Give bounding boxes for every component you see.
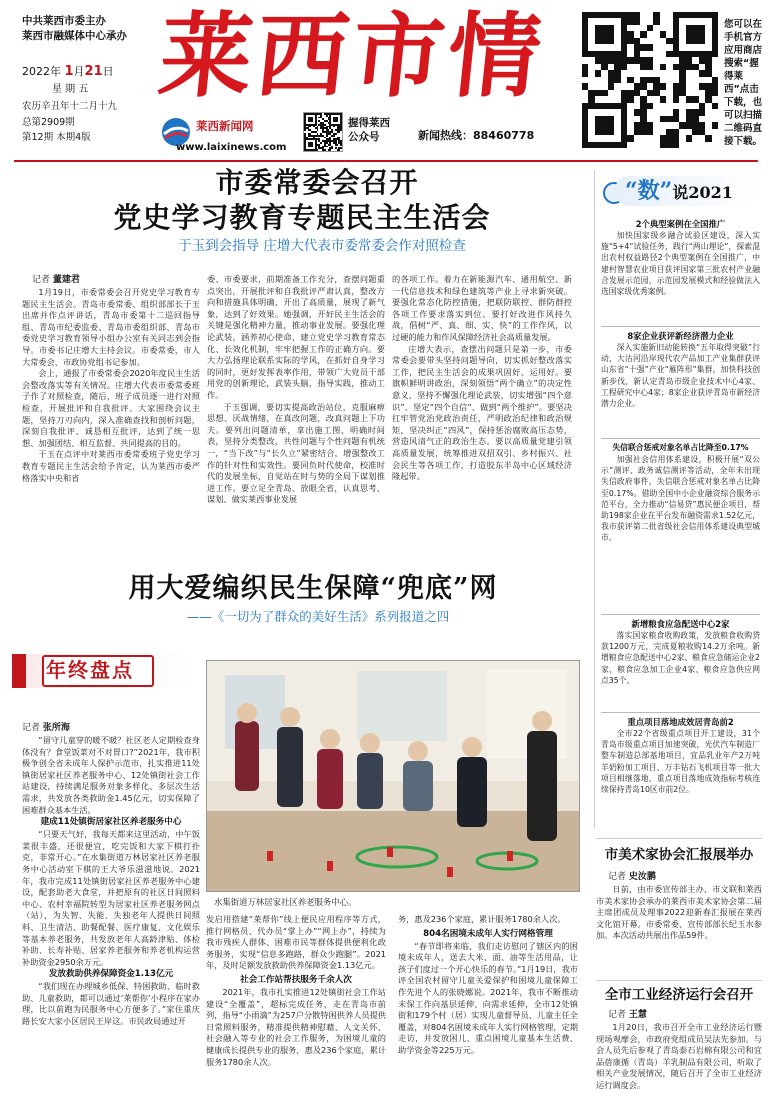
- paragraph: “春节即将来临，我们走访慰问了辖区内的困境未成年人，送去大米、面、油等生活用品，让孩子们度过一个开心快乐的春节。”1月19日，我市评全国农村留守儿童关爱保护和困境儿童保障工作先进个人的张晓娜说。2021年，我市不断推动未保工作向基层延伸、向需求延伸，全市12处镇街和179个村（居）实现儿童督导员、儿童主任全覆盖，对804名困境未成年人实行网格管理，定期走访，并发放困儿、重点困境儿童基本生活费、助学资金等225万元。: [398, 940, 578, 1055]
- wechat-qr-code: [303, 112, 343, 152]
- sidebar-item-text: 全市22个省级重点项目开工建设，31个青岛市级重点项目加速突破，光伏汽车制造厂整车制造总部基地项目，宜品乳业年产2万吨羊奶粉加工项目、万丰钻石飞机项目等一批大项目相继落地，重点项目落地成效指标考核连续保持青岛10区市前2位。: [601, 729, 760, 795]
- hotline-label: 新闻热线：: [418, 129, 473, 142]
- paragraph: “留守儿童穿的暖不暖？社区老人定期检查身体没有？食堂饭菜对不对胃口?”2021年，我市积极争创全省未成年人保护示范市，扎实推进11处镇街居家社区养老服务中心、12处镇街社会工作站建设，持续满足服务对象多样化、多层次生活需求，共发放各类救助金1.45亿元，切实保障了困难群众基本生活。: [22, 735, 200, 815]
- issue-line: 第12期 本期4版: [22, 132, 91, 143]
- article1-byline: 记者 董建君: [32, 275, 80, 285]
- paragraph: 务，惠及236个家庭，累计服务1780余人次。: [398, 914, 566, 924]
- sidebar-item-title: 2个典型案例在全国推广: [635, 219, 726, 229]
- paragraph: 会上，通报了市委常委会2020年度民主生活会整改落实等有关情况。庄增大代表市委常委班子作了对照检查，随后，班子成员逐一进行对照检查，开展批评和自我批评。大家围绕会议主题，坚持刀刃向内，深入准确查找和剖析问题，深刻自我批评、诚恳相互批评，达到了统一思想、加强团结、相互监督、共同提高的目的。: [22, 368, 200, 448]
- paragraph: 1月19日，市委常委会召开党史学习教育专题民主生活会。青岛市委常委、组织部部长于玉出席并作点评讲话，青岛市委第十二巡回指导组、青岛市纪委监委、青岛市委组织部、青岛市委党史学习教育领导小组办公室有关同志到会指导。市委书记庄增大主持会议。市委常委，市人大常委会、市政协党组书记参加。: [22, 287, 200, 367]
- sidebar-header: [601, 170, 760, 218]
- article1-title-line1: 市委常委会召开: [215, 166, 419, 199]
- logo-name: 莱西新闻网: [196, 119, 254, 133]
- article2-title: 用大爱编织民生保障“兜底”网: [128, 573, 498, 604]
- paragraph: 于玉在点评中对莱西市委常委班子党史学习教育专题民主生活会给予肯定，认为莱西市委严格落实中央和省: [22, 449, 200, 483]
- paragraph: 委、市委要求，前期准备工作充分，查摆问题重点突出，开展批评和自我批评严肃认真，整改方向和措施具体明确，开出了高质量，展现了新气象，达到了好效果。她强调，开好民主生活会的关键是强化精神力量，推动事业发展。要强化理论武装，涵养初心使命，建立党史学习教育常态化、长效化机制，牢牢把握工作的正确方向。要大力弘扬理论联系实际的学风，在抓好自身学习的同时，更好发挥表率作用，带领广大党员干部用党的创新理论，武装头脑，指导实践，推动工作。: [207, 274, 385, 400]
- article4-title: 全市工业经济运行会召开: [604, 987, 754, 1003]
- paragraph: 的各项工作。着力在新能源汽车、通用航空、新一代信息技术和绿色建筑等产业上寻求新突破。要强化常态化防控措施，把联防联控、群防群控各项工作要求落实到位。要打好改进作风持久战，倡树“严、真、细、实、快”的工作作风，以过硬的能力和作风保障经济社会高质量发展。: [392, 274, 572, 342]
- paragraph: 1月20日，我市召开全市工业经济运行暨现场观摩会，市政府党组成员吴法先参加。与会人员先后参观了青岛泰石岩棉有限公司和宜品蓓康循（青岛）羊乳制品有限公司，听取了相关产业发展情况，随后召开了全市工业经济运行调度会。: [596, 1022, 762, 1090]
- masthead: [0, 0, 772, 160]
- article2-subtitle: ——《一切为了群众的美好生活》系列报道之四: [186, 609, 450, 624]
- year-end-badge: [12, 654, 192, 688]
- masthead-divider: [14, 160, 758, 162]
- article1-title-line2: 党史学习教育专题民主生活会: [113, 201, 491, 234]
- date-year: 2022: [22, 65, 50, 78]
- article3-title: 市美术家协会汇报展举办: [604, 847, 754, 863]
- sidebar-title-prefix: “数”: [625, 178, 673, 204]
- news-photo: [206, 660, 580, 892]
- sidebar-item-title: 重点项目落地成效居青岛前2: [627, 717, 734, 727]
- sidebar-item-text: 落实国家粮食收购政策，发放粮食收购贷款1200万元，完成夏粮收购14.2万余吨。新增粮食应急配送中心2家、粮食应急储运企业2家，粮食应急加工企业4家、粮食应急供应网点35个。: [601, 631, 760, 685]
- sidebar-item: [601, 218, 760, 324]
- article-industry-meeting: [596, 980, 762, 1104]
- subheading: 804名困境未成年人实行网格管理: [423, 928, 553, 939]
- issue-date: 2022年 1月21日: [22, 64, 114, 79]
- paragraph: “只要天气好，我每天都来这里活动，中午饭菜很丰盛，还很便宜，吃完饭和大家下棋打扑克，非常开心。”在水集街道万林居家社区养老服务中心活动室下棋的王大爷乐滋滋地说。2021年，我市完成11处镇街居家社区养老服务中心建设，配套助老大食堂，并把原有的社区日间照料中心、农村幸福院转型为居家社区养老服务网点（站），为失智、失能、失独老年人提供日间照料、卫生清洁、助餐配餐、医疗康复、文化娱乐等基本养老服务，共发放老年人高龄津贴、体检补助、长寿补贴、居家养老服务和养老机构运营补助资金2950余万元。: [22, 829, 200, 967]
- sidebar-item-title: 失信联合惩戒对象名单占比降至0.17%: [612, 443, 749, 452]
- author-name: 张所海: [42, 723, 70, 733]
- sidebar-item: [601, 330, 760, 436]
- article-art-exhibition: [596, 838, 762, 978]
- app-label: 握得莱西 公众号: [348, 117, 390, 143]
- photo-caption: 水集街道万林居家社区养老服务中心。: [214, 897, 357, 907]
- subheading: 建成11处镇街居家社区养老服务中心: [40, 817, 182, 828]
- subheading: 社会工作站帮扶服务千余人次: [240, 974, 352, 985]
- article-livelihood: [8, 570, 588, 1106]
- weekday: 星 期 五: [52, 84, 89, 95]
- article4-byline: 记者 王慧: [608, 1010, 647, 1020]
- author-name: 董建君: [52, 275, 80, 285]
- sidebar-item: [601, 716, 760, 834]
- date-day: 21: [84, 64, 103, 79]
- article3-byline: 记者 史汝鹏: [608, 872, 656, 882]
- total-issue: 总第2909期: [22, 116, 75, 128]
- app-download-qr-code: [582, 12, 718, 148]
- sidebar-item-title: 新增粮食应急配送中心2家: [631, 619, 730, 629]
- paragraph: 日前，由市委宣传部主办、市文联和莱西市美术家协会承办的莱西市美术家协会第二届主席团成员及理事2022迎新春汇报展在莱西文化馆开幕。市委常委、宣传部部长纪玉水参加。本次活动共展出作品59件。: [596, 884, 762, 941]
- paragraph: “我们现在办理城乡低保、特困救助、临时救助、儿童救助，都可以通过‘莱帮你’小程序在家办理，比以前跑为民服务中心方便多了。”家住重庆路长安大家小区居民王岸这。市民政局通过开: [22, 981, 200, 1027]
- date-month: 1: [64, 64, 74, 79]
- author-name: 史汝鹏: [628, 872, 656, 882]
- sidebar-item-text: 加快国家级乡融合试验区建设，深入实施“5+4”试验任务，践行“两山理论”，探索混出农村权益路径2个典型案例在全国推广，中建村智慧农业项目获评国家第三批农村产业融合发展示范园，示范园发展模式和经验做法入选国家级优秀案例。: [601, 231, 760, 297]
- sidebar-item: [601, 442, 760, 612]
- paragraph: 于玉强调，要切实提高政治站位，克服麻痹思想、厌战情绪，在真改问题，改真问题上下功夫。要列出问题清单，拿出施工图，明确时间表，坚持分类整改，共性问题与个性问题有机统一，“当下改”与“长久立”紧密结合，增强整改工作的针对性和实效性。要同负时代使命，校准时代的发展坐标，自觉站在时与势的全局下谋划推进工作。要立足全青岛、放眼全省，认真思考、谋划、做实莱西事业发展: [207, 401, 385, 505]
- article-party-meeting: [22, 166, 582, 564]
- article2-byline: 记者 张所海: [22, 723, 70, 733]
- host-org: 莱西市融媒体中心承办: [22, 30, 127, 42]
- sidebar-title-suffix: 说2021: [672, 183, 733, 202]
- hotline-number: 88460778: [473, 129, 535, 142]
- article1-subtitle: 于玉到会指导 庄增大代表市委常委会作对照检查: [178, 238, 466, 254]
- qr-note: 您可以在手机官方应用商店搜索“握得莱西”点击下载，也可以扫描二维码直接下载。: [724, 19, 763, 147]
- subheading: 发放救助供养保障资金1.13亿元: [48, 969, 174, 980]
- author-name: 王慧: [628, 1010, 647, 1020]
- paragraph: 发启用搭建“莱帮你”线上便民应用程序等方式，推行网格员、代办员“掌上办”“网上办”，持续为我市残疾人群体、困难市民等群体提供便利化政务服务，实现“信息多跑路，群众少跑腿”。2021年，及时足额发放救助供养保障资金1.13亿元。: [206, 914, 386, 971]
- elderly-activity-photo: [207, 661, 580, 892]
- lunar-date: 农历辛丑年十二月十九: [22, 101, 118, 112]
- paragraph: 2021年，我市扎实推进12处镇街社会工作站建设“全覆盖”，超标完成任务，走在青岛市前列，指导“小雨滴”为257户分散特困供养人员提供日常照料服务，精准提供精神慰藉、人文关怀、社会融入等专业的社会工作服务，为困境儿童的健康成长提供专业的服务，惠及236个家庭，累计服务1780余人次。: [206, 986, 386, 1067]
- sidebar-item-title: 8家企业获评新经济潜力企业: [627, 331, 734, 341]
- masthead-title: 莱西市情: [154, 2, 550, 110]
- sidebar-item-text: 加强社会信用体系建设，积极开展“双公示”测评、政务诚信测评等活动，全年未出现失信政府事件，失信联合惩戒对象名单占比降至0.17%。借助全国中小企业融资综合服务示范平台，全力推动“信易贷”惠民便企项目，帮助198家企业在平台发布融资需求1.52亿元，我市获评第二批省级社会信用体系建设典型城市。: [601, 455, 760, 543]
- website-url[interactable]: www.laixinews.com: [176, 142, 287, 153]
- sponsor-org: 中共莱西市委主办: [22, 15, 106, 27]
- paragraph: 庄增大表示，查摆出问题只是第一步，市委常委会要带头坚持问题导向，切实抓好整改落实工作，把民主生活会的成果巩固好、运用好。要旗帜鲜明讲政治，深刻领悟“两个确立”的决定性意义，坚持不懈强化理论武装，切实增强“四个意识”、坚定“四个自信”、做到“两个维护”。要坚决扛牢管党治党政治责任，严明政治纪律和政治规矩，坚决纠正“四风”，保持惩治腐败高压态势，营造风清气正的政治生态。要以高质量党建引领高质量发展，统筹推进双招双引、乡村振兴、社会民生等各项工作，打造胶东半岛中心区域经济隆起带。: [392, 343, 572, 482]
- badge-label: 年终盘点: [46, 658, 134, 682]
- sidebar-item-text: 深入实施新旧动能转换“五年取得突破”行动，大沽河沿岸现代农产品加工产业集群获评山东省“十强”产业“雁阵形”集群，加快科技创新步伐，新认定青岛市级企业技术中心4家、工程研究中心4家；8家企业获评青岛市新经济潜力企业。: [601, 343, 760, 409]
- data-sidebar: [594, 170, 760, 828]
- sidebar-item: [601, 618, 760, 710]
